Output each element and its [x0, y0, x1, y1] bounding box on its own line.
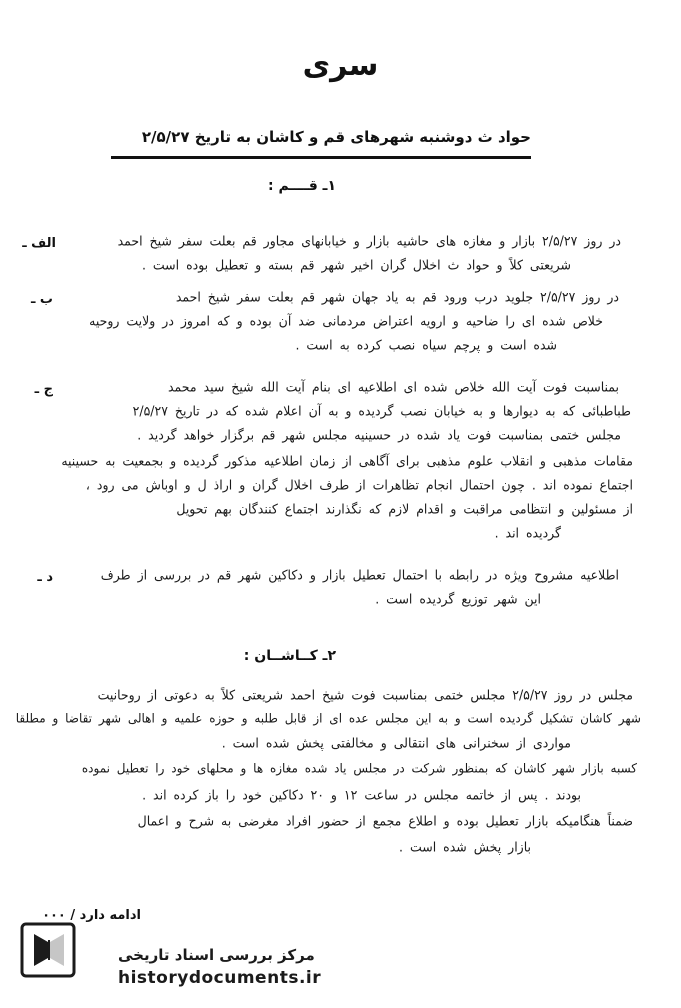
paragraph-line: کسبه بازار شهر کاشان که بمنظور شرکت در مجلس یاد شده مغازه ها و محلهای خود را تعطیل نموده — [81, 761, 637, 776]
footer-site-name: مرکز بررسی اسناد تاریخی — [118, 946, 315, 964]
title-underline — [111, 156, 531, 159]
section-heading-kashan: ۲ـ کــاشــان : — [243, 648, 336, 664]
classification-stamp: سری — [302, 48, 379, 83]
paragraph-line: اطلاعیه مشروح ویژه در رابطه با احتمال تعطیل بازار و دکاکین شهر قم در بررسی از طرف — [100, 567, 619, 583]
paragraph-line: طباطبائی که به دیوارها و به خیابان نصب گردیده و به آن اعلام شده که در تاریخ ۲/۵/۲۷ — [132, 403, 631, 419]
paragraph-line: خلاص شده ای را ضاحیه و ارویه اعتراض مردمانی ضد آن بوده و که امروز در ولایت روحیه — [89, 313, 603, 329]
document-closing: ادامه دارد / ۰۰۰ — [42, 908, 141, 923]
paragraph-line: در روز ۲/۵/۲۷ جلوید درب ورود قم به یاد جهان شهر قم بعلت سفر شیخ احمد — [175, 289, 619, 305]
paragraph-line: شهر کاشان تشکیل گردیده است و به این مجلس عده ای از قابل طلبه و حوزه علمیه و اهالی شهر تقاضا و مطلقا — [15, 711, 641, 726]
paragraph-line: این شهر توزیع گردیده است . — [375, 591, 541, 607]
paragraph-line: بمناسبت فوت آیت الله خلاص شده ای اطلاعیه ای بنام آیت الله شیخ سید محمد — [167, 379, 619, 395]
document-title: حواد ث دوشنبه شهرهای قم و کاشان به تاریخ ۲/۵/۲۷ — [141, 128, 531, 146]
paragraph-marker: ب ـ — [30, 292, 53, 307]
paragraph-line: ضمناً هنگامیکه بازار تعطیل بوده و اطلاع مجمع از حضور افراد مغرضی به شرح و اعمال — [137, 813, 633, 829]
paragraph-line: مجلس ختمی بمناسبت فوت یاد شده در حسینیه مجلس شهر قم برگزار خواهد گردید . — [137, 427, 621, 443]
footer-watermark — [0, 924, 681, 994]
paragraph-marker: ج ـ — [34, 382, 53, 397]
footer-url: historydocuments.ir — [118, 968, 322, 988]
paragraph-line: اجتماع نموده اند . چون احتمال انجام تظاهرات از طرف اخلال گران و اراذ ل و اوباش می رود ، — [85, 477, 633, 493]
section-heading-qom: ۱ـ قــــم : — [268, 178, 336, 194]
paragraph-line: از مسئولین و انتظامی مراقبت و اقدام لازم که نگذارند اجتماع کنندگان بهم تحویل — [176, 501, 633, 517]
paragraph-line: گردیده اند . — [494, 525, 561, 541]
paragraph-line: مواردی از سخنرانی های انتقالی و مخالفتی پخش شده است . — [221, 735, 571, 751]
paragraph-line: مجلس در روز ۲/۵/۲۷ مجلس ختمی بمناسبت فوت شیخ احمد شریعتی کلاً به دعوتی از روحانیت — [97, 687, 633, 703]
paragraph-line: در روز ۲/۵/۲۷ بازار و مغازه های حاشیه بازار و خیابانهای مجاور قم بعلت سفر شیخ احمد — [117, 233, 621, 249]
paragraph-line: مقامات مذهبی و انقلاب علوم مذهبی برای آگاهی از زمان اطلاعیه مذکور گردیده و بجمعیت به حسینیه — [61, 453, 633, 469]
paragraph-line: بودند . پس از خاتمه مجلس در ساعت ۱۲ و ۲۰ دکاکین خود را باز کرده اند . — [142, 787, 581, 803]
paragraph-marker: د ـ — [37, 570, 53, 585]
book-logo-icon — [20, 922, 76, 978]
paragraph-line: شده است و پرچم سیاه نصب کرده به است . — [295, 337, 557, 353]
paragraph-marker: الف ـ — [22, 236, 56, 251]
paragraph-line: شریعتی کلاً و حواد ث اخلال گران اخیر شهر قم بسته و تعطیل بوده است . — [141, 257, 571, 273]
paragraph-line: بازار پخش شده است . — [399, 839, 531, 855]
